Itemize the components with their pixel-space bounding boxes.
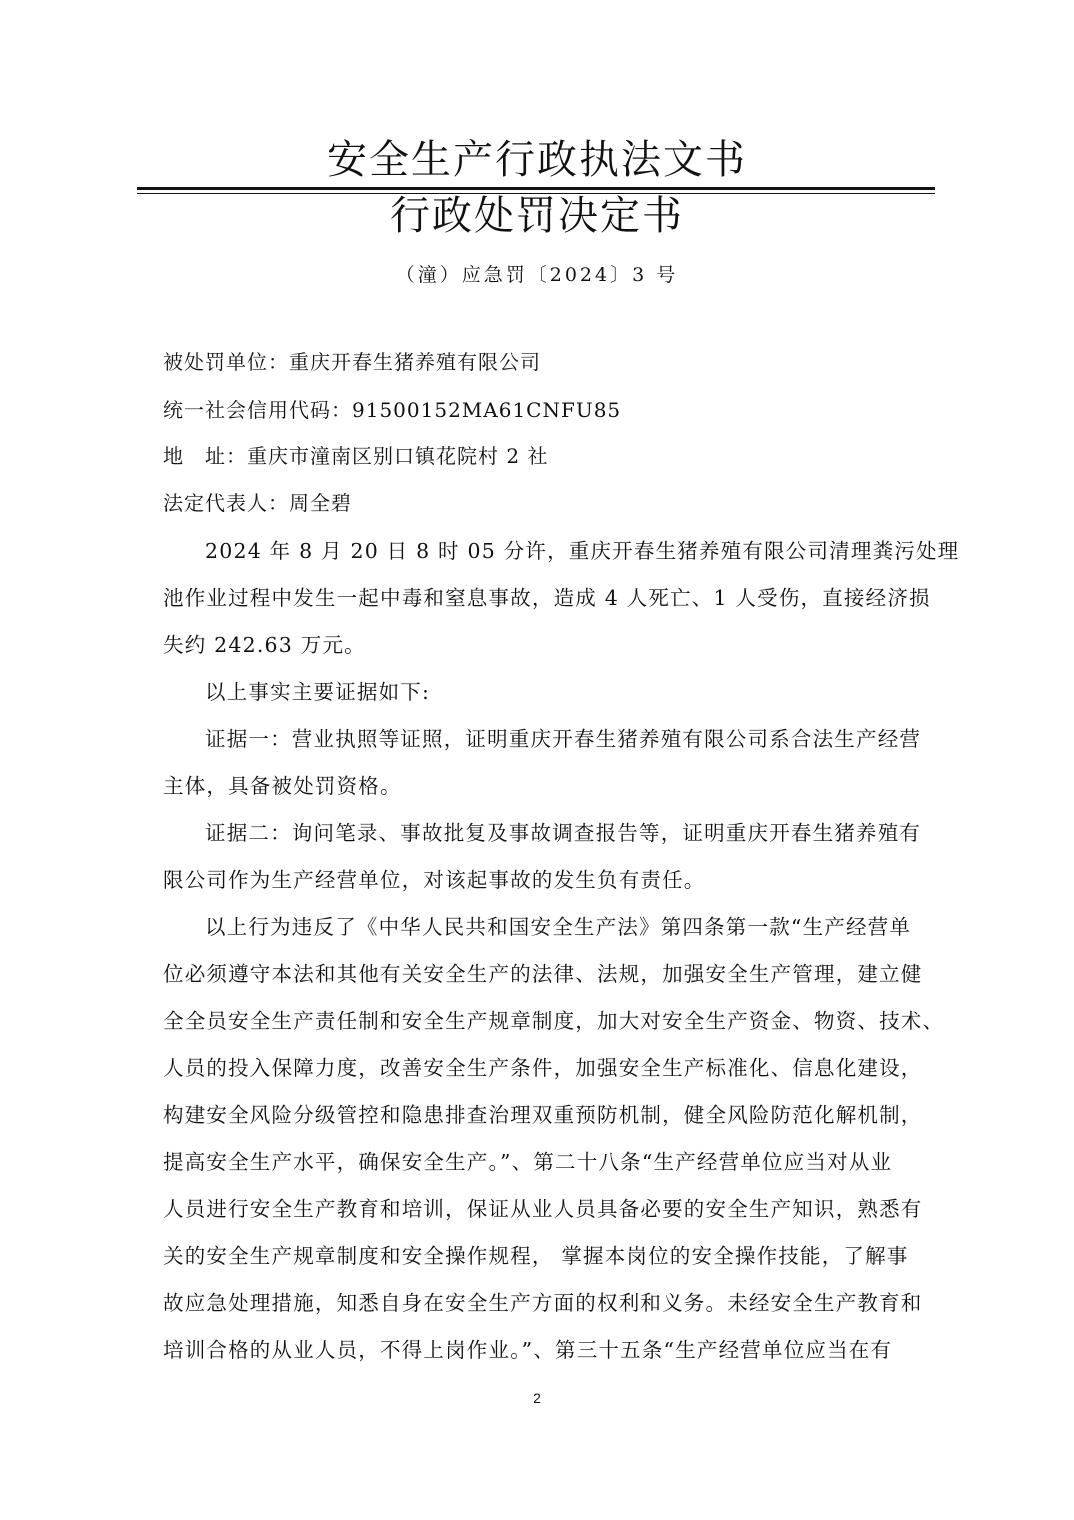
body-line: 失约 242.63 万元。 [163, 633, 366, 657]
document-title: 安全生产行政执法文书 [327, 137, 747, 183]
body-line: 提高安全生产水平，确保安全生产。”、第二十八条“生产经营单位应当对从业 [163, 1150, 893, 1174]
body-line: 全全员安全生产责任制和安全生产规章制度，加大对安全生产资金、物资、技术、 [163, 1009, 945, 1033]
legal-rep-field: 法定代表人：周全碧 [163, 491, 352, 515]
body-line: 主体，具备被处罚资格。 [163, 774, 402, 798]
body-line: 限公司作为生产经营单位，对该起事故的发生负有责任。 [163, 868, 706, 892]
body-line: 位必须遵守本法和其他有关安全生产的法律、法规，加强安全生产管理，建立健 [163, 962, 923, 986]
body-line: 人员进行安全生产教育和培训，保证从业人员具备必要的安全生产知识，熟悉有 [163, 1197, 923, 1221]
body-line: 以上事实主要证据如下: [205, 680, 431, 704]
document-subtitle: 行政处罚决定书 [390, 193, 684, 239]
body-line: 2024 年 8 月 20 日 8 时 05 分许，重庆开春生猪养殖有限公司清理粪污处理 [205, 539, 960, 563]
page-number: 2 [533, 1390, 541, 1406]
body-line: 证据二：询问笔录、事故批复及事故调查报告等，证明重庆开春生猪养殖有 [205, 821, 922, 845]
body-line: 构建安全风险分级管控和隐患排查治理双重预防机制，健全风险防范化解机制， [163, 1103, 923, 1127]
document-number: （潼）应急罚〔2024〕3 号 [395, 264, 679, 286]
entity-field: 被处罚单位：重庆开春生猪养殖有限公司 [163, 350, 541, 374]
body-line: 池作业过程中发生一起中毒和窒息事故，造成 4 人死亡、1 人受伤，直接经济损 [163, 586, 931, 610]
address-field: 地 址：重庆市潼南区别口镇花院村 2 社 [163, 444, 549, 468]
body-line: 人员的投入保障力度，改善安全生产条件，加强安全生产标准化、信息化建设， [163, 1056, 923, 1080]
credit-code-field: 统一社会信用代码：91500152MA61CNFU85 [163, 398, 622, 422]
body-line: 培训合格的从业人员，不得上岗作业。”、第三十五条“生产经营单位应当在有 [163, 1338, 893, 1362]
body-line: 以上行为违反了《中华人民共和国安全生产法》第四条第一款“生产经营单 [205, 915, 912, 939]
body-line: 关的安全生产规章制度和安全操作规程， 掌握本岗位的安全操作技能，了解事 [163, 1244, 909, 1268]
body-line: 证据一：营业执照等证照，证明重庆开春生猪养殖有限公司系合法生产经营 [205, 727, 922, 751]
body-line: 故应急处理措施，知悉自身在安全生产方面的权利和义务。未经安全生产教育和 [163, 1291, 923, 1315]
